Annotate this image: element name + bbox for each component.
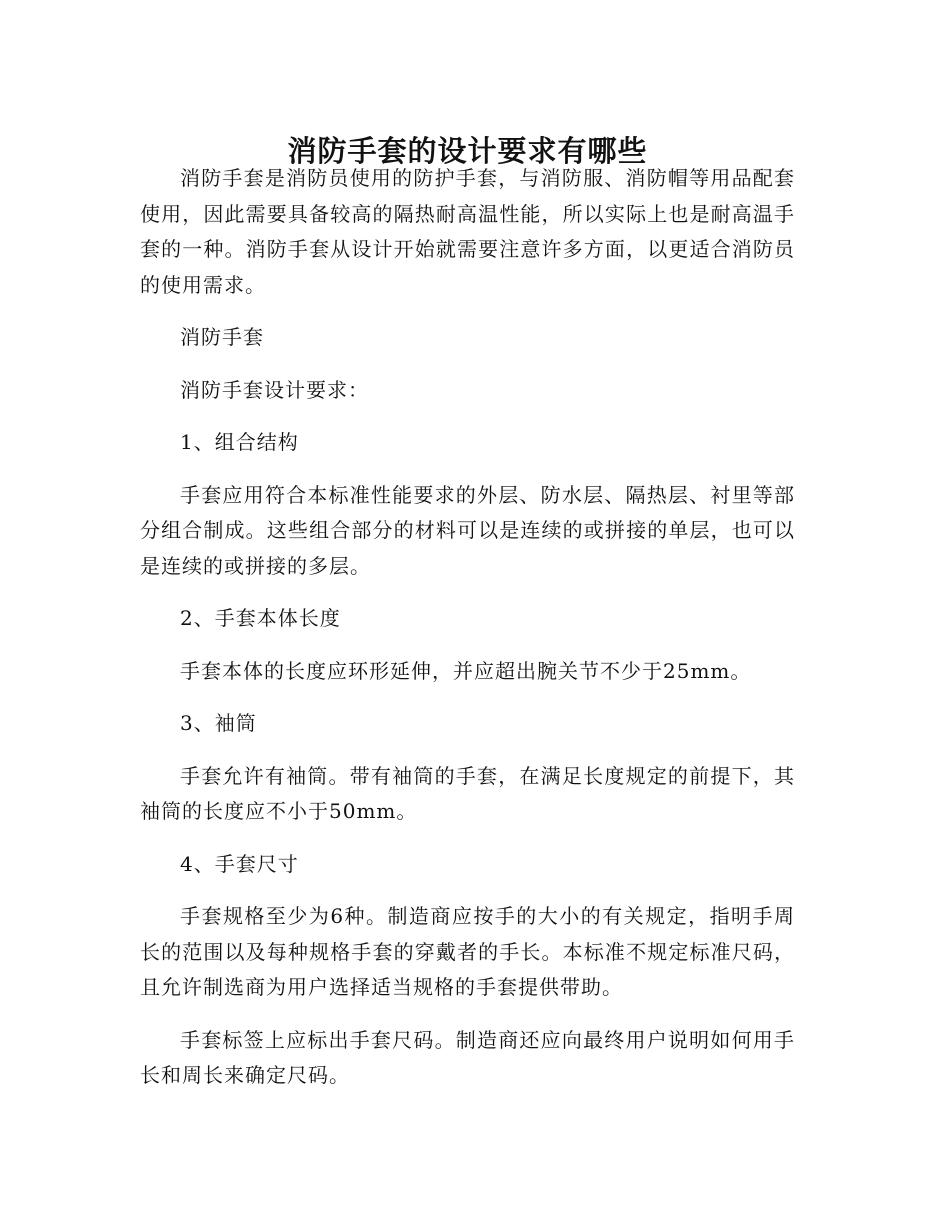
- subsection-heading: 4、手套尺寸: [180, 851, 299, 876]
- subsection-heading: 1、组合结构: [180, 430, 299, 454]
- body-paragraph: 手套允许有袖筒。带有袖筒的手套，在满足长度规定的前提下，其袖筒的长度应不小于50mm。: [140, 763, 795, 823]
- intro-paragraph: 消防手套是消防员使用的防护手套，与消防服、消防帽等用品配套使用，因此需要具备较高的隔热耐高温性能，所以实际上也是耐高温手套的一种。消防手套从设计开始就需要注意许多方面，以更适合消防员的使用需求。: [140, 166, 795, 297]
- image-caption: 消防手套: [180, 325, 264, 349]
- body-paragraph: 手套本体的长度应环形延伸，并应超出腕关节不少于25mm。: [180, 658, 752, 683]
- document-body: [140, 161, 795, 1111]
- body-paragraph: 手套应用符合本标准性能要求的外层、防水层、隔热层、衬里等部分组合制成。这些组合部分的材料可以是连续的或拼接的单层，也可以是连续的或拼接的多层。: [140, 482, 795, 578]
- subsection-heading: 2、手套本体长度: [180, 606, 341, 630]
- body-paragraph: 手套规格至少为6种。制造商应按手的大小的有关规定，指明手周长的范围以及每种规格手套的穿戴者的手长。本标准不规定标准尺码，且允许制选商为用户选择适当规格的手套提供带助。: [140, 904, 795, 999]
- subsection-heading: 3、袖筒: [180, 711, 257, 735]
- document-title: 消防手套的设计要求有哪些: [287, 134, 648, 169]
- body-paragraph: 手套标签上应标出手套尺码。制造商还应向最终用户说明如何用手长和周长来确定尺码。: [140, 1027, 795, 1087]
- section-heading: 消防手套设计要求：: [180, 377, 369, 402]
